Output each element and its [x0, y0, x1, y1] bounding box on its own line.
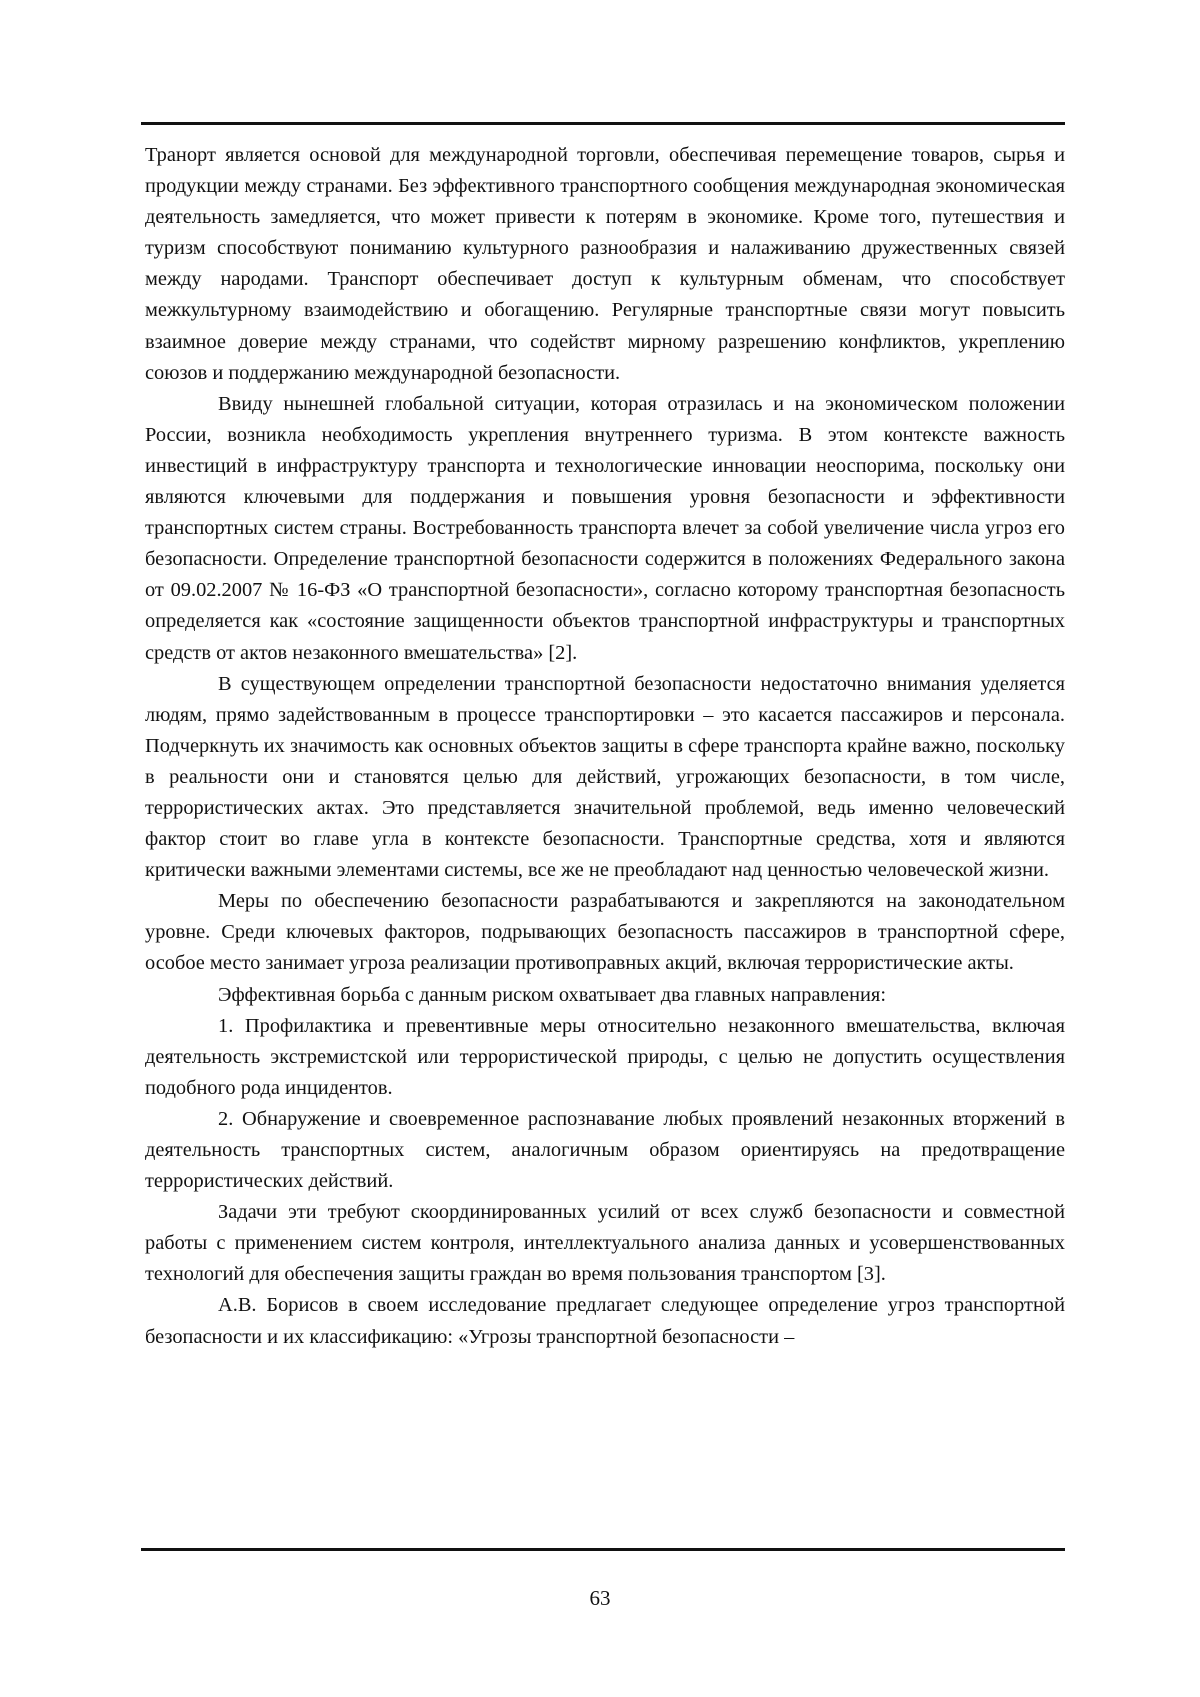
paragraph-2: Ввиду нынешней глобальной ситуации, которая отразилась и на экономическом положении России, возникла необходимость укрепления внутреннего туризма. В этом контексте важность инвестиций в инфраструктуру транспорта и технологические инновации неоспорима, поскольку они являются ключевыми для поддержания и повышения уровня безопасности и эффективности транспортных систем страны. Востребованность транспорта влечет за собой увеличение числа угроз его безопасности. Определение транспортной безопасности содержится в положениях Федерального закона от 09.02.2007 № 16-ФЗ «О транспортной безопасности», согласно которому транспортная безопасность определяется как «состояние защищенности объектов транспортной инфраструктуры и транспортных средств от актов незаконного вмешательства» [2]. — [145, 389, 1065, 669]
document-page — [0, 0, 1200, 1697]
page-number: 63 — [0, 1586, 1200, 1611]
paragraph-3: В существующем определении транспортной безопасности недостаточно внимания уделяется людям, прямо задействованным в процессе транспортировки – это касается пассажиров и персонала. Подчеркнуть их значимость как основных объектов защиты в сфере транспорта крайне важно, поскольку в реальности они и становятся целью для действий, угрожающих безопасности, в том числе, террористических актах. Это представляется значительной проблемой, ведь именно человеческий фактор стоит во главе угла в контексте безопасности. Транспортные средства, хотя и являются критически важными элементами системы, все же не преобладают над ценностью человеческой жизни. — [145, 669, 1065, 887]
body-text — [145, 140, 1065, 1353]
paragraph-7: А.В. Борисов в своем исследование предлагает следующее определение угроз транспортной безопасности и их классификацию: «Угрозы транспортной безопасности – — [145, 1290, 1065, 1352]
paragraph-1: Транорт является основой для международной торговли, обеспечивая перемещение товаров, сырья и продукции между странами. Без эффективного транспортного сообщения международная экономическая деятельность замедляется, что может привести к потерям в экономике. Кроме того, путешествия и туризм способствуют пониманию культурного разнообразия и налаживанию дружественных связей между народами. Транспорт обеспечивает доступ к культурным обменам, что способствует межкультурному взаимодействию и обогащению. Регулярные транспортные связи могут повысить взаимное доверие между странами, что содействт мирному разрешению конфликтов, укреплению союзов и поддержанию международной безопасности. — [145, 140, 1065, 389]
header-rule — [141, 122, 1065, 125]
paragraph-5: Эффективная борьба с данным риском охватывает два главных направления: — [145, 980, 1065, 1011]
paragraph-6: Задачи эти требуют скоординированных усилий от всех служб безопасности и совместной работы с применением систем контроля, интеллектуального анализа данных и усовершенствованных технологий для обеспечения защиты граждан во время пользования транспортом [3]. — [145, 1197, 1065, 1290]
list-item-1: 1. Профилактика и превентивные меры относительно незаконного вмешательства, включая деятельность экстремистской или террористической природы, с целью не допустить осуществления подобного рода инцидентов. — [145, 1011, 1065, 1104]
paragraph-4: Меры по обеспечению безопасности разрабатываются и закрепляются на законодательном уровне. Среди ключевых факторов, подрывающих безопасность пассажиров в транспортной сфере, особое место занимает угроза реализации противоправных акций, включая террористические акты. — [145, 886, 1065, 979]
footer-rule — [141, 1548, 1065, 1551]
list-item-2: 2. Обнаружение и своевременное распознавание любых проявлений незаконных вторжений в деятельность транспортных систем, аналогичным образом ориентируясь на предотвращение террористических действий. — [145, 1104, 1065, 1197]
